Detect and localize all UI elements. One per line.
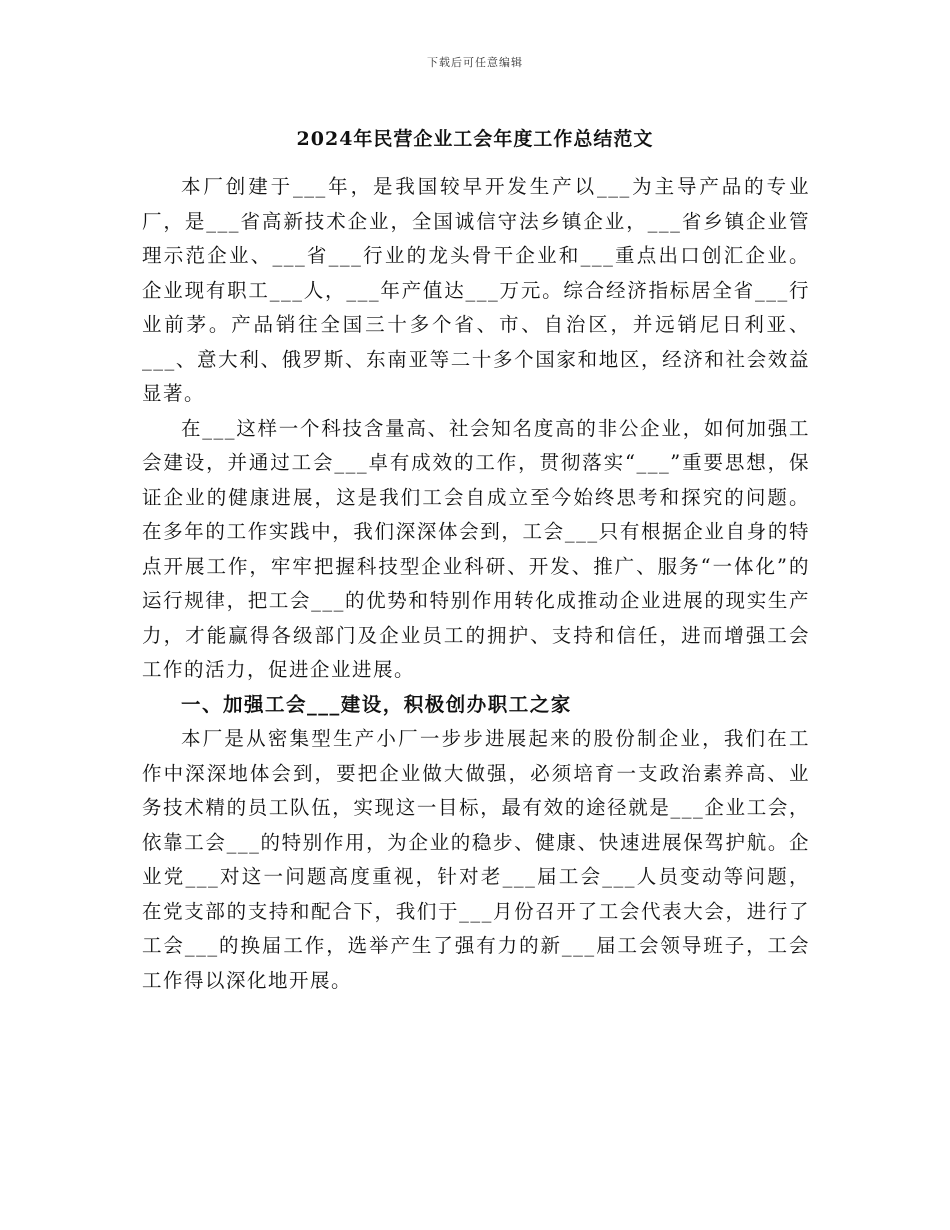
paragraph: 在___这样一个科技含量高、社会知名度高的非公企业，如何加强工会建设，并通过工会___卓有成效的工作，贯彻落实“___”重要思想，保证企业的健康进展，这是我们工会自成立至今始终思考和探究的问题。在多年的工作实践中，我们深深体会到，工会___只有根据企业自身的特点开展工作，牢牢把握科技型企业科研、开发、推广、服务“一体化”的运行规律，把工会___的优势和特别作用转化成推动企业进展的现实生产力，才能赢得各级部门及企业员工的拥护、支持和信任，进而增强工会工作的活力，促进企业进展。 (142, 416, 810, 681)
document-body (142, 170, 810, 998)
paragraph: 本厂是从密集型生产小厂一步步进展起来的股份制企业，我们在工作中深深地体会到，要把企业做大做强，必须培育一支政治素养高、业务技术精的员工队伍，实现这一目标，最有效的途径就是___企业工会，依靠工会___的特别作用，为企业的稳步、健康、快速进展保驾护航。企业党___对这一问题高度重视，针对老___届工会___人员变动等问题，在党支部的支持和配合下，我们于___月份召开了工会代表大会，进行了工会___的换届工作，选举产生了强有力的新___届工会领导班子，工会工作得以深化地开展。 (142, 727, 810, 992)
document-title: 2024年民营企业工会年度工作总结范文 (296, 128, 654, 150)
header-note: 下载后可任意编辑 (427, 56, 523, 69)
section-heading: 一、加强工会___建设，积极创办职工之家 (181, 692, 572, 716)
paragraph: 本厂创建于___年，是我国较早开发生产以___为主导产品的专业厂，是___省高新技术企业，全国诚信守法乡镇企业，___省乡镇企业管理示范企业、___省___行业的龙头骨干企业和___重点出口创汇企业。企业现有职工___人，___年产值达___万元。综合经济指标居全省___行业前茅。产品销往全国三十多个省、市、自治区，并远销尼日利亚、___、意大利、俄罗斯、东南亚等二十多个国家和地区，经济和社会效益显著。 (142, 175, 810, 405)
